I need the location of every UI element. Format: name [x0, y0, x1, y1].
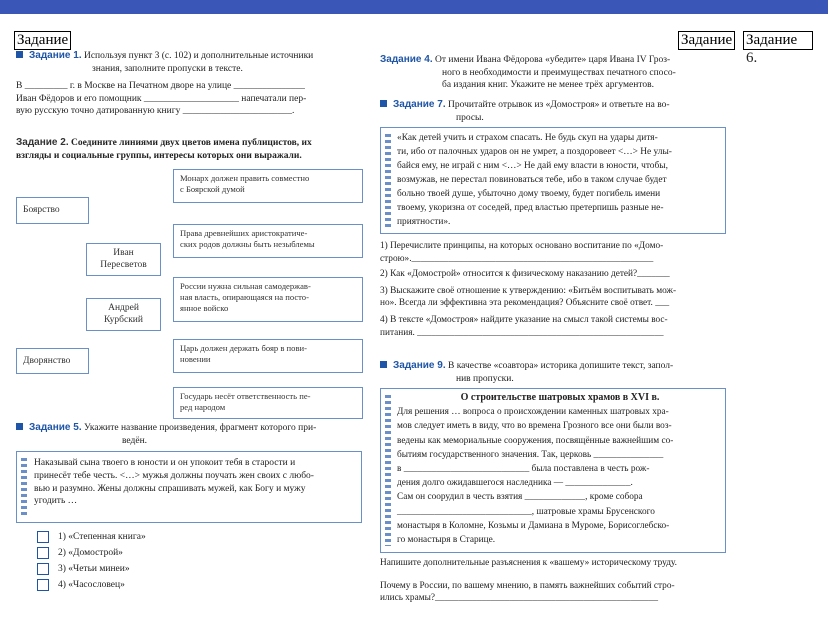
task7-q4-line1: 4) В тексте «Домостроя» найдите указание на смысл такой системы вос-: [380, 314, 668, 325]
task9-after: [380, 557, 740, 605]
task9-box-line9: монастыря в Коломне, Козьмы и Дамиана в Муроме, Борисоглебско-: [397, 520, 670, 531]
option3-label: 3) «Четьи минеи»: [58, 564, 130, 574]
option2-label: 2) «Домострой»: [58, 548, 123, 558]
task5-block: [16, 422, 366, 447]
task9-text2: нив пропуски.: [456, 373, 514, 384]
view1-line2: с Боярской думой: [180, 184, 245, 194]
task9-box-strip: [385, 395, 391, 546]
task9-box-line8: _____________________________, шатровые храмы Брусенского: [397, 506, 655, 517]
view3-line3: янное войско: [180, 303, 229, 313]
view-box-1[interactable]: [173, 169, 363, 203]
publicist-kurbsky[interactable]: [86, 298, 161, 331]
option1-checkbox[interactable]: [37, 531, 49, 543]
task5-marker-icon: [16, 423, 23, 430]
view2-line2: ских родов должны быть незыблемы: [180, 239, 315, 249]
task7-q1-line1: 1) Перечислите принципы, на которых основано воспитание по «Домо-: [380, 241, 664, 251]
option2-checkbox[interactable]: [37, 547, 49, 559]
task2-text2: взгляды и социальные группы, интересы которых они выражали.: [16, 150, 302, 161]
task7-text1: Прочитайте отрывок из «Домостроя» и ответьте на во-: [447, 100, 670, 110]
label-right-a: Задание: [678, 31, 735, 50]
task2-heading: Задание 2.: [16, 137, 69, 148]
task1-text2: знания, заполните пропуски в тексте.: [92, 63, 243, 74]
view1-line1: Монарх должен править совместно: [180, 173, 310, 183]
label-right-b-line1: Задание: [746, 32, 798, 48]
top-header-bar: [0, 0, 828, 14]
task7-quote-line2: ти, ибо от палочных ударов он не умрет, а поздоровеет <…> Не улы-: [397, 147, 672, 157]
task7-text2: просы.: [456, 112, 484, 123]
view3-line2: ная власть, опирающаяся на посто-: [180, 292, 309, 302]
view-box-2[interactable]: [173, 224, 363, 258]
task1-line2: Иван Фёдоров и его помощник ____________________ напечатали пер-: [16, 93, 307, 104]
task9-box-line3: ведены как мемориальные сооружения, посвящённые важнейшим со-: [397, 435, 674, 446]
task5-heading: Задание 5.: [29, 422, 82, 433]
publicist-peresvetov[interactable]: [86, 243, 161, 276]
view2-line1: Права древнейших аристократиче-: [180, 228, 308, 238]
label-left: Задание: [14, 31, 71, 50]
task1-block: [16, 50, 366, 118]
task7-quote-strip: [385, 134, 391, 227]
task9-box-line10: го монастыря в Старице.: [397, 535, 496, 546]
task7-q3-line1: 3) Выскажите своё отношение к утверждению: «Битьём воспитывать мож-: [380, 285, 677, 296]
task5-quote-line3: вью и разумно. Жены должны спрашивать мужей, как Богу и мужу: [34, 483, 306, 494]
view-box-4[interactable]: [173, 339, 363, 373]
task9-box-line2: мов следует иметь в виду, что во времена Грозного все они были воз-: [397, 421, 672, 432]
task1-heading: Задание 1.: [29, 50, 82, 61]
view-box-3[interactable]: [173, 277, 363, 322]
view-box-5[interactable]: [173, 387, 363, 419]
task5-quote-line1: Наказывай сына твоего в юности и он упокоит тебя в старости и: [34, 458, 296, 468]
task4-block: [380, 54, 740, 92]
kurbsky-line1: Андрей: [108, 303, 139, 313]
task2-text1: Соедините линиями двух цветов имена публицистов, их: [70, 138, 312, 148]
task7-q1-line2: строю».____________________________________________________: [380, 253, 654, 264]
task7-q3-line2: но». Всегда ли эффективна эта рекомендация? Объясните своё ответ. ___: [380, 298, 670, 309]
task7-marker-icon: [380, 100, 387, 107]
kurbsky-line2: Курбский: [104, 315, 143, 325]
peresvetov-line1: Иван: [113, 248, 134, 258]
task1-marker-icon: [16, 51, 23, 58]
task1-line1: В _________ г. в Москве на Печатном дворе на улице _______________: [16, 81, 305, 92]
task9-text1: В качестве «соавтора» историка допишите текст, запол-: [447, 361, 674, 371]
task7-block: [380, 99, 740, 124]
view5-line2: ред народом: [180, 402, 226, 412]
option4-checkbox[interactable]: [37, 579, 49, 591]
view5-line1: Государь несёт ответственность пе-: [180, 391, 311, 401]
task5-quote-line4: угодить …: [34, 496, 78, 507]
view4-line2: новении: [180, 354, 211, 364]
task9-box-line4: бытиям государственного значения. Так, церковь _______________: [397, 449, 664, 460]
option1-label: 1) «Степенная книга»: [58, 532, 146, 542]
task5-quote-text: [34, 457, 360, 508]
task7-quote-line3: байся ему, не играй с ним <…> Не дай ему власти в юности, чтобы,: [397, 161, 668, 171]
task9-box-line6: дения долго ожидавшегося наследника — ______________.: [397, 478, 633, 489]
task4-text3: ба издания книг. Укажите не менее трёх аргументов.: [442, 80, 654, 91]
label-right-b-line2: 6.: [746, 50, 758, 66]
task7-quote-line4: возмужав, не перестал повиноваться тебе, ибо в таком случае будет: [397, 175, 667, 185]
task2-block: [16, 137, 366, 162]
task9-block: [380, 360, 740, 385]
task5-text1: Укажите название произведения, фрагмент которого при-: [83, 423, 317, 433]
view3-line1: России нужна сильная самодержав-: [180, 281, 311, 291]
task4-text2: ного в необходимости и преимуществах печатного спосо-: [442, 67, 676, 78]
task4-text1: От имени Ивана Фёдорова «убедите» царя Ивана IV Гроз-: [434, 55, 671, 65]
task7-quote-line6: твоему, укоризна от соседей, пред властью претерпишь разные не-: [397, 203, 664, 213]
group-dvoryanstvo[interactable]: Дворянство: [16, 348, 89, 374]
task1-line3: вую русскую точно датированную книгу _______________________.: [16, 106, 295, 117]
task1-text1: Используя пункт 3 (с. 102) и дополнительные источники: [83, 51, 314, 61]
task9-after-line3: ились храмы?________________________________________________: [380, 593, 659, 604]
task7-q2: 2) Как «Домострой» относится к физическому наказанию детей?_______: [380, 269, 670, 280]
option3-checkbox[interactable]: [37, 563, 49, 575]
task4-heading: Задание 4.: [380, 54, 433, 65]
task9-marker-icon: [380, 361, 387, 368]
task7-quote-line1: «Как детей учить и страхом спасать. Не будь скуп на удары дитя-: [397, 133, 658, 143]
task9-box-title: О строительстве шатровых храмов в XVI в.: [460, 392, 660, 403]
task5-quote-line2: принесёт тебе честь. <…> мужья должны поучать жен своих с любо-: [34, 470, 314, 481]
task5-quote-strip: [21, 458, 27, 516]
peresvetov-line2: Пересветов: [100, 260, 147, 270]
label-right-b: [743, 31, 813, 50]
task7-q4-line2: питания. _____________________________________________________: [380, 327, 664, 338]
task7-questions: [380, 240, 740, 339]
task5-text2: ведён.: [122, 435, 148, 446]
view4-line1: Царь должен держать бояр в пови-: [180, 343, 307, 353]
task9-box-line5: в ___________________________ была поставлена в честь рож-: [397, 464, 650, 475]
task7-quote-line7: приятности».: [397, 217, 451, 227]
task9-after-line2: Почему в России, по вашему мнению, в память важнейших событий стро-: [380, 580, 675, 591]
task7-heading: Задание 7.: [393, 99, 446, 110]
task7-quote-line5: больно твоей душе, убыточно дому твоему, будет погибель имени: [397, 189, 661, 199]
task9-box-text: [397, 391, 723, 547]
task9-after-line1: Напишите дополнительные разъяснения к «вашему» историческому труду.: [380, 558, 677, 568]
task9-box-line7: Сам он соорудил в честь взятия _____________, кроме собора: [397, 492, 643, 503]
group-boyarstvo[interactable]: Боярство: [16, 197, 89, 224]
option4-label: 4) «Часословец»: [58, 580, 125, 590]
task7-quote-text: [397, 131, 723, 229]
task9-heading: Задание 9.: [393, 360, 446, 371]
task9-box-line1: Для решения … вопроса о происхождении каменных шатровых хра-: [397, 407, 669, 418]
